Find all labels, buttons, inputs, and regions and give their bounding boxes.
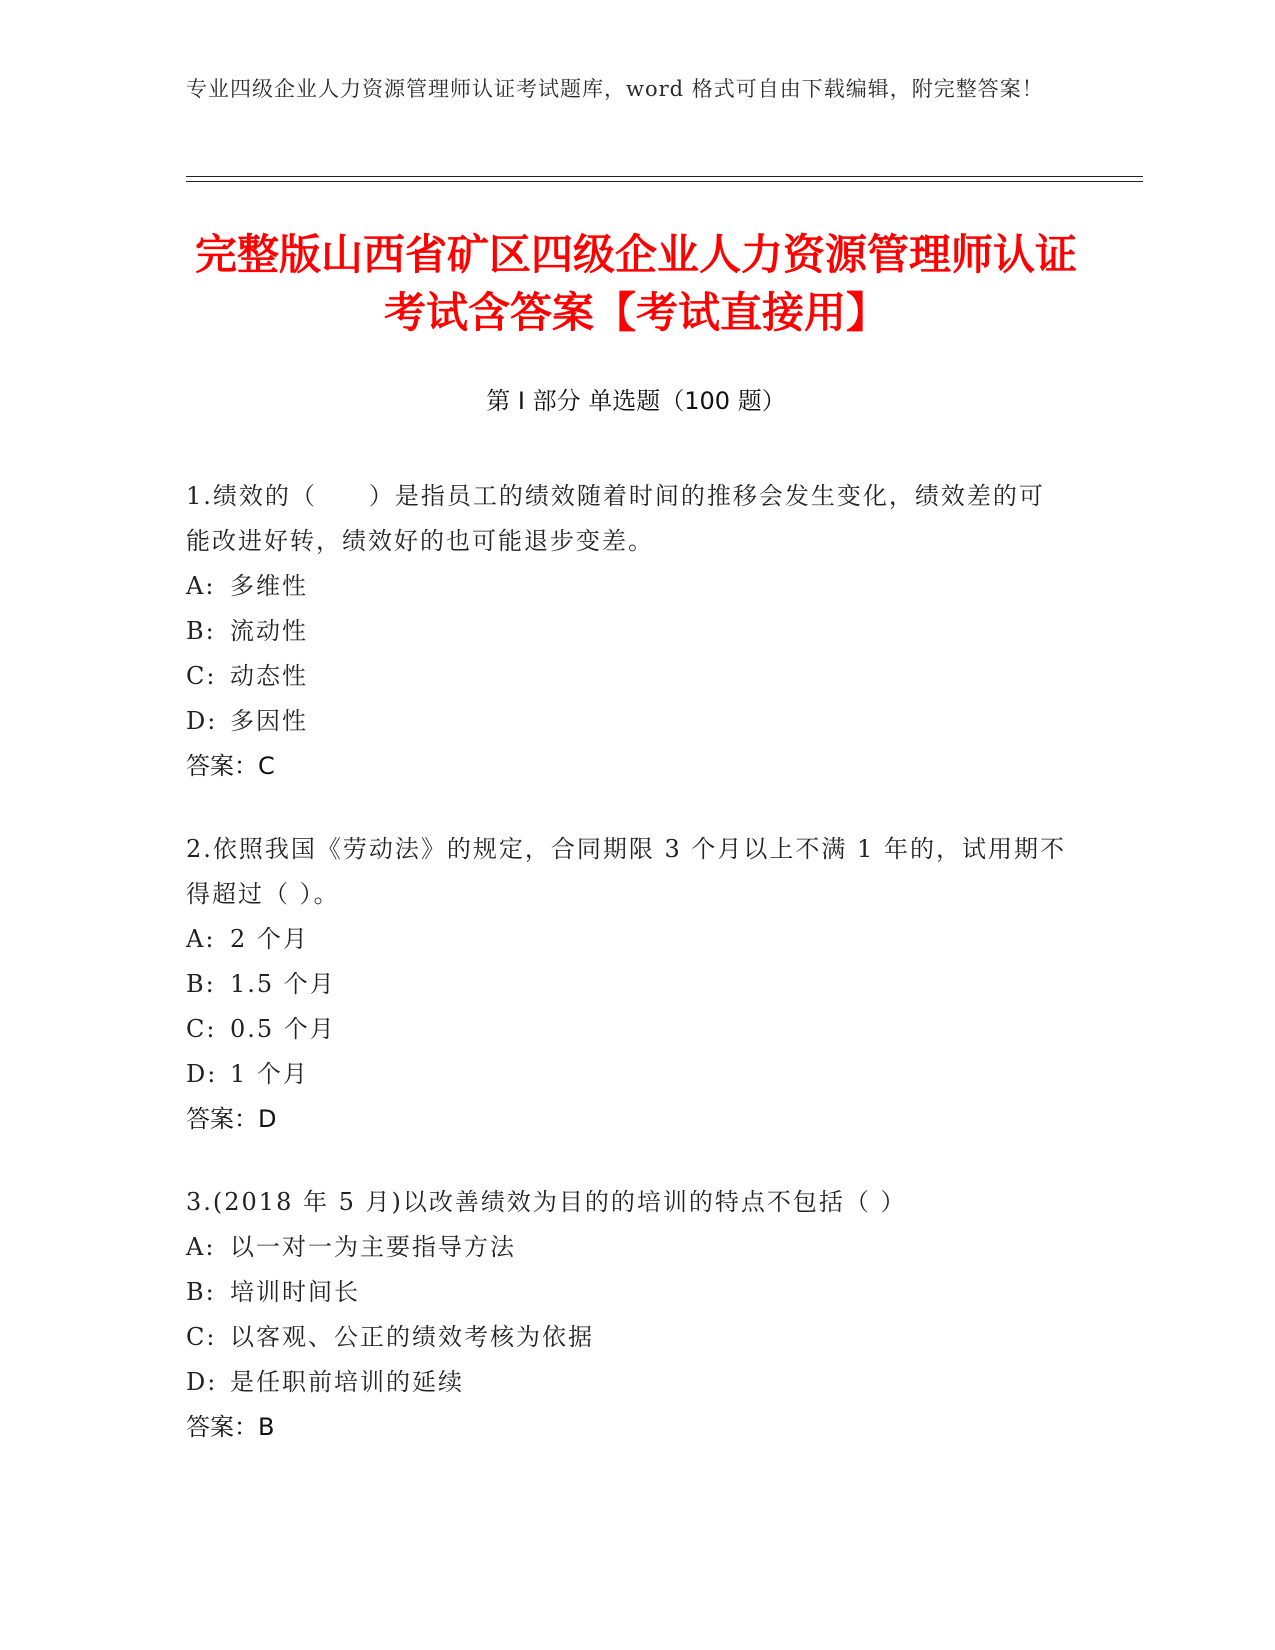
option-letter: B: xyxy=(186,617,216,645)
question-stem: 2.依照我国《劳动法》的规定，合同期限 3 个月以上不满 1 年的，试用期不得超过（ ）。 xyxy=(186,835,1066,908)
question-stem: 3.(2018 年 5 月)以改善绩效为目的的培训的特点不包括（ ） xyxy=(186,1188,907,1216)
option-b xyxy=(186,962,1066,1007)
option-letter: D: xyxy=(186,1060,218,1088)
option-text: 2 个月 xyxy=(230,925,309,953)
option-text: 是任职前培训的延续 xyxy=(230,1368,464,1396)
option-b xyxy=(186,1270,1066,1315)
option-text: 以一对一为主要指导方法 xyxy=(230,1233,516,1261)
section-heading: 第 I 部分 单选题（100 题） xyxy=(486,387,786,415)
question-list xyxy=(186,474,1066,1488)
option-d xyxy=(186,1052,1066,1097)
question-item xyxy=(186,1180,1066,1450)
answer-line: 答案：C xyxy=(186,752,275,780)
option-d xyxy=(186,699,1066,744)
option-text: 1.5 个月 xyxy=(230,970,336,998)
option-b xyxy=(186,609,1066,654)
header-divider-bottom xyxy=(186,181,1143,182)
header-divider-top xyxy=(186,176,1143,177)
option-letter: A: xyxy=(186,572,216,600)
option-text: 以客观、公正的绩效考核为依据 xyxy=(230,1323,594,1351)
option-text: 培训时间长 xyxy=(230,1278,360,1306)
option-text: 动态性 xyxy=(230,662,308,690)
option-letter: A: xyxy=(186,1233,216,1261)
option-letter: D: xyxy=(186,707,218,735)
option-c xyxy=(186,1007,1066,1052)
option-text: 多维性 xyxy=(230,572,308,600)
document-title: 完整版山西省矿区四级企业人力资源管理师认证考试含答案【考试直接用】 xyxy=(194,230,1077,337)
option-letter: B: xyxy=(186,970,216,998)
option-letter: C: xyxy=(186,662,217,690)
option-a xyxy=(186,564,1066,609)
option-letter: C: xyxy=(186,1323,217,1351)
option-c xyxy=(186,654,1066,699)
option-text: 流动性 xyxy=(230,617,308,645)
option-a xyxy=(186,1225,1066,1270)
option-letter: A: xyxy=(186,925,216,953)
option-d xyxy=(186,1360,1066,1405)
question-stem: 1.绩效的（ ）是指员工的绩效随着时间的推移会发生变化，绩效差的可能改进好转，绩效好的也可能退步变差。 xyxy=(186,482,1045,555)
option-letter: C: xyxy=(186,1015,217,1043)
question-item xyxy=(186,827,1066,1142)
question-item xyxy=(186,474,1066,789)
option-c xyxy=(186,1315,1066,1360)
answer-line: 答案：D xyxy=(186,1105,277,1133)
option-a xyxy=(186,917,1066,962)
option-letter: B: xyxy=(186,1278,216,1306)
answer-line: 答案：B xyxy=(186,1413,275,1441)
option-text: 1 个月 xyxy=(230,1060,309,1088)
option-text: 多因性 xyxy=(230,707,308,735)
header-note: 专业四级企业人力资源管理师认证考试题库，word 格式可自由下载编辑，附完整答案！ xyxy=(186,77,1044,101)
option-text: 0.5 个月 xyxy=(230,1015,336,1043)
option-letter: D: xyxy=(186,1368,218,1396)
